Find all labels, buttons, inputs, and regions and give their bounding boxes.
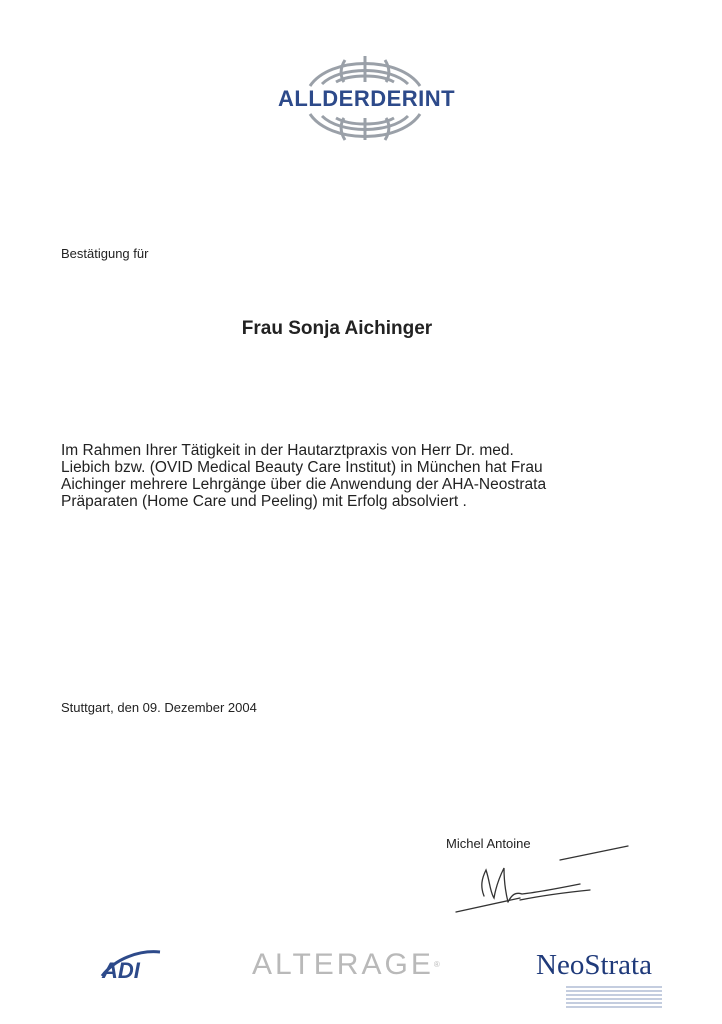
alterage-logo-text: ALTERAGE: [252, 948, 434, 981]
paragraph-line: Im Rahmen Ihrer Tätigkeit in der Hautarztpraxis von Herr Dr. med.: [61, 442, 514, 459]
company-logo: [270, 52, 460, 142]
place-date: Stuttgart, den 09. Dezember 2004: [61, 700, 257, 715]
recipient-name: [0, 318, 722, 340]
intro-text: Bestätigung für: [61, 246, 149, 261]
certificate-paragraph: [61, 442, 661, 510]
recipient-name-text: Frau Sonja Aichinger: [241, 318, 433, 339]
paragraph-line: Aichinger mehrere Lehrgänge über die Anwendung der AHA-Neostrata: [61, 476, 547, 493]
adi-logo-text: ADI: [102, 958, 140, 980]
alterage-logo: [252, 948, 440, 982]
signature-image: [450, 838, 640, 918]
paragraph-line: Liebich bzw. (OVID Medical Beauty Care Institut) in München hat Frau: [61, 459, 543, 476]
neostrata-logo: NeoStrata: [536, 949, 652, 981]
adi-logo: [98, 946, 162, 980]
company-logo-text: ALLDERDERINT: [278, 86, 456, 111]
alterage-trademark: ®: [433, 960, 440, 969]
neostrata-lines-icon: [566, 985, 666, 1013]
signer-name: Michel Antoine: [446, 836, 531, 851]
paragraph-line: Präparaten (Home Care und Peeling) mit Erfolg absolviert .: [61, 493, 467, 510]
